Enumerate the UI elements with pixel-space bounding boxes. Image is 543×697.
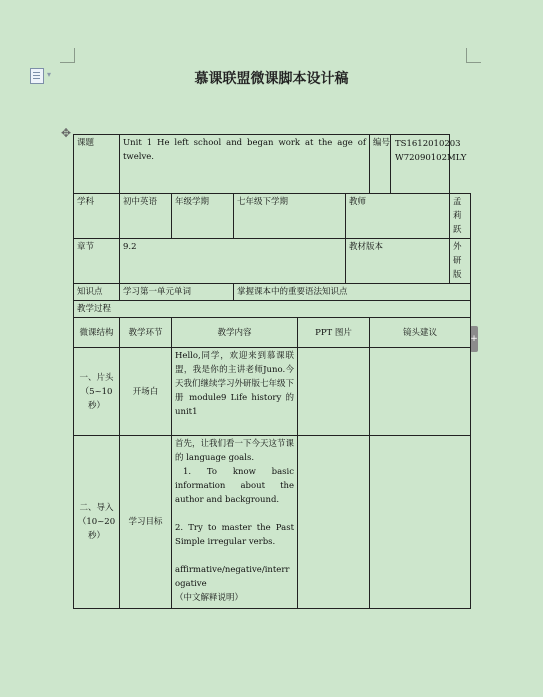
semester-value[interactable]: 七年级下学期 <box>234 194 346 239</box>
teacher-value[interactable]: 孟莉跃 <box>450 194 471 239</box>
content-line: 首先，让我们看一下今天这节课的 language goals. <box>175 439 295 463</box>
knowledge-value-2[interactable]: 掌握课本中的重要语法知识点 <box>234 284 471 301</box>
camera-cell[interactable] <box>370 436 471 609</box>
chapter-label: 章节 <box>74 239 120 284</box>
semester-label: 年级学期 <box>172 194 234 239</box>
chevron-down-icon[interactable]: ▾ <box>47 70 52 79</box>
knowledge-label: 知识点 <box>74 284 120 301</box>
teacher-label: 教师 <box>346 194 450 239</box>
column-header: 微课结构 <box>74 318 120 348</box>
content-line: 1. To know basic information about the author and background. <box>175 467 294 505</box>
edition-value[interactable]: 外研版 <box>450 239 471 284</box>
topic-label: 课题 <box>74 135 120 194</box>
structure-cell[interactable]: 一、片头（5~10秒） <box>74 348 120 436</box>
content-line: （中文解释说明） <box>175 593 244 603</box>
content-line: 2. Try to master the Past Simple irregular verbs. <box>175 523 294 547</box>
subject-value[interactable]: 初中英语 <box>120 194 172 239</box>
edition-label: 教材版本 <box>346 239 450 284</box>
move-handle-icon[interactable]: ✥ <box>61 126 72 140</box>
content-cell[interactable] <box>172 436 298 609</box>
table-row <box>74 436 471 609</box>
ppt-cell[interactable] <box>298 436 370 609</box>
content-line: affirmative/negative/interrogative <box>175 565 290 589</box>
code-value[interactable]: TS1612010203 W72090102MLY <box>390 135 468 193</box>
page-title: 慕课联盟微课脚本设计稿 <box>194 71 349 87</box>
camera-cell[interactable] <box>370 348 471 436</box>
ppt-cell[interactable] <box>298 348 370 436</box>
column-header: 教学环节 <box>120 318 172 348</box>
side-panel-tab[interactable]: + <box>470 326 478 352</box>
column-header: 教学内容 <box>172 318 298 348</box>
chapter-value[interactable]: 9.2 <box>120 239 346 284</box>
table-row <box>74 348 471 436</box>
code-label: 编号 <box>373 138 391 148</box>
knowledge-value-1[interactable]: 学习第一单元单词 <box>120 284 234 301</box>
column-header: 镜头建议 <box>370 318 471 348</box>
step-cell[interactable]: 学习目标 <box>120 436 172 609</box>
process-label: 教学过程 <box>74 301 471 318</box>
step-cell[interactable]: 开场白 <box>120 348 172 436</box>
page-corner-top-right <box>466 48 481 63</box>
script-table <box>73 134 471 609</box>
column-header: PPT 图片 <box>298 318 370 348</box>
structure-cell[interactable]: 二、导入（10~20秒） <box>74 436 120 609</box>
content-cell[interactable]: Hello,同学，欢迎来到慕课联盟，我是你的主讲老师Juno.今天我们继续学习外研版七年级下册 module9 Life history 的 unit1 <box>172 348 298 436</box>
topic-value[interactable]: Unit 1 He left school and began work at the age of twelve. <box>120 135 370 194</box>
subject-label: 学科 <box>74 194 120 239</box>
page-corner-top-left <box>60 48 75 63</box>
